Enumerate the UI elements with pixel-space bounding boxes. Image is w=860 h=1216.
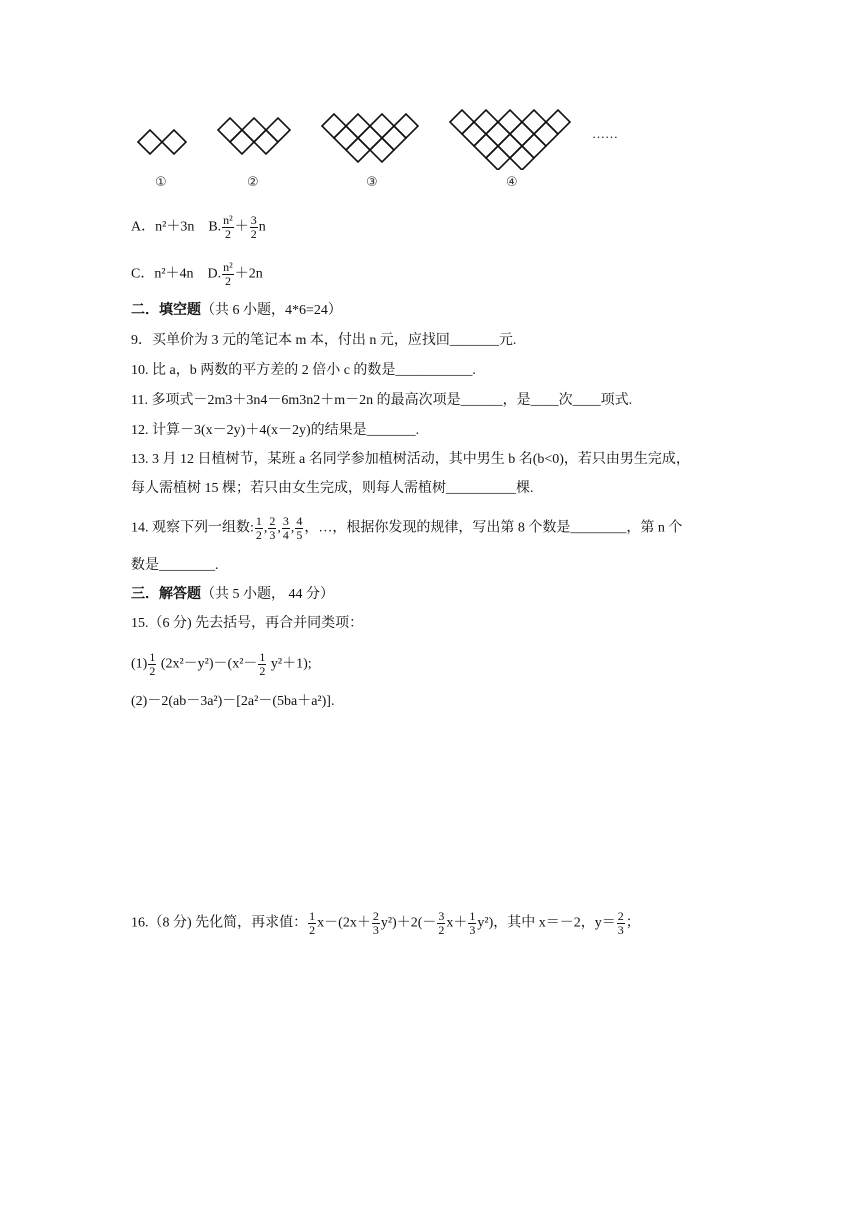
- q16-f3-den: 2: [438, 923, 445, 937]
- q16-f5-den: 3: [617, 923, 624, 937]
- question-14-line-2: 数是________.: [131, 558, 219, 573]
- q16-t1: x－(2x＋: [317, 915, 371, 931]
- question-16: [131, 910, 640, 937]
- q15-p1-frac2-den: 2: [259, 664, 266, 678]
- q16-f4-num: 1: [469, 909, 476, 923]
- section-3-title: 三．解答题: [131, 587, 201, 602]
- q16-f5-num: 2: [617, 909, 624, 923]
- question-13-line-1: 13. 3 月 12 日植树节，某班 a 名同学参加植树活动，其中男生 b 名(b<0)，若只由男生完成，: [131, 452, 690, 467]
- q16-t3: x＋: [446, 915, 468, 931]
- q16-f2-num: 2: [372, 909, 379, 923]
- question-14-prefix: 14. 观察下列一组数:: [131, 520, 254, 536]
- option-b-label: B.: [208, 219, 222, 235]
- option-row-ab: [131, 214, 266, 241]
- option-b-frac2-num: 3: [250, 213, 257, 227]
- pattern-3: [322, 114, 418, 162]
- option-a-text: n²＋3n: [155, 219, 195, 235]
- section-2-heading: [131, 301, 342, 321]
- question-14-line-1: 14. 观察下列一组数: $\frac{1}{2}$ , $\frac{2}{3}$ , $\frac{3}{4}$ , $\frac{4}{5}$ ，…，根据你发现的规律，写出第 8 个数是________，第 n 个: [131, 514, 683, 542]
- q15-p1-frac1-num: 1: [149, 650, 156, 664]
- question-15-part-1: [131, 651, 312, 678]
- pattern-1: [138, 130, 186, 154]
- q14-frac-3-den: 4: [282, 528, 289, 542]
- q16-f3-num: 3: [438, 909, 445, 923]
- option-b-frac-num: n²: [223, 213, 233, 227]
- option-b-frac2-den: 2: [250, 227, 257, 241]
- option-b-tail: n: [258, 219, 266, 235]
- q16-t4: y²)，其中 x＝－2，y＝: [477, 915, 616, 931]
- question-15-part-2: (2)－2(ab－3a²)－[2a²－(5ba＋a²)].: [131, 694, 335, 709]
- question-9: 9．买单价为 3 元的笔记本 m 本，付出 n 元，应找回_______元.: [131, 333, 517, 348]
- question-15-head: 15.（6 分) 先去括号，再合并同类项：: [131, 616, 364, 631]
- figure-label-4: ④: [506, 175, 518, 190]
- question-13-line-2: 每人需植树 15 棵；若只由女生完成，则每人需植树__________棵.: [131, 481, 534, 496]
- section-3-heading: [131, 585, 334, 605]
- option-b-plus: ＋: [234, 219, 249, 235]
- q15-p1-mid: (2x²－y²)－(x²－: [157, 656, 258, 672]
- section-2-title: 二．填空题: [131, 303, 201, 318]
- q15-p1-frac1-den: 2: [149, 664, 156, 678]
- diamond-pattern-figure: [130, 100, 630, 170]
- option-c-label: C．: [131, 266, 155, 282]
- q15-p1-prefix: (1): [131, 656, 148, 672]
- q14-frac-2-num: 2: [269, 514, 276, 528]
- q14-frac-1-den: 2: [255, 528, 262, 542]
- q16-head: 16.（8 分) 先化简，再求值：: [131, 915, 308, 931]
- question-11: 11. 多项式－2m3＋3n4－6m3n2＋m－2n 的最高次项是______，是____次____项式.: [131, 393, 633, 408]
- question-12: 12. 计算－3(x－2y)＋4(x－2y)的结果是_______.: [131, 423, 420, 438]
- question-10: 10. 比 a，b 两数的平方差的 2 倍小 c 的数是___________.: [131, 363, 476, 378]
- q16-t5: ；: [625, 915, 640, 931]
- q15-p1-tail: y²＋1);: [267, 656, 312, 672]
- pattern-4: [450, 110, 570, 170]
- pattern-2: [218, 118, 290, 154]
- q14-frac-4-num: 4: [296, 514, 303, 528]
- option-row-cd: [131, 261, 263, 288]
- option-a-label: A．: [131, 219, 156, 235]
- q16-t2: y²)＋2(－: [380, 915, 437, 931]
- q14-frac-3-num: 3: [282, 514, 289, 528]
- figure-ellipsis: ……: [592, 126, 618, 141]
- section-3-note: （共 5 小题， 44 分）: [201, 587, 334, 602]
- figure-label-1: ①: [155, 175, 167, 190]
- q16-f2-den: 3: [372, 923, 379, 937]
- q14-frac-2-den: 3: [269, 528, 276, 542]
- option-d-tail: ＋2n: [234, 266, 263, 282]
- q15-p1-frac2-num: 1: [259, 650, 266, 664]
- option-d-frac-den: 2: [224, 274, 231, 288]
- option-d-label: D.: [207, 266, 222, 282]
- q14-frac-4-den: 5: [296, 528, 303, 542]
- option-c-text: n²＋4n: [154, 266, 194, 282]
- section-2-note: （共 6 小题，4*6=24）: [201, 303, 342, 318]
- q16-f4-den: 3: [469, 923, 476, 937]
- q16-f1-num: 1: [309, 909, 316, 923]
- figure-label-2: ②: [247, 175, 259, 190]
- q14-frac-1-num: 1: [255, 514, 262, 528]
- q16-f1-den: 2: [309, 923, 316, 937]
- option-b-frac-den: 2: [224, 227, 231, 241]
- figure-label-3: ③: [366, 175, 378, 190]
- question-14-suffix: ，…，根据你发现的规律，写出第 8 个数是________，第 n 个: [304, 520, 683, 536]
- option-d-frac-num: n²: [223, 260, 233, 274]
